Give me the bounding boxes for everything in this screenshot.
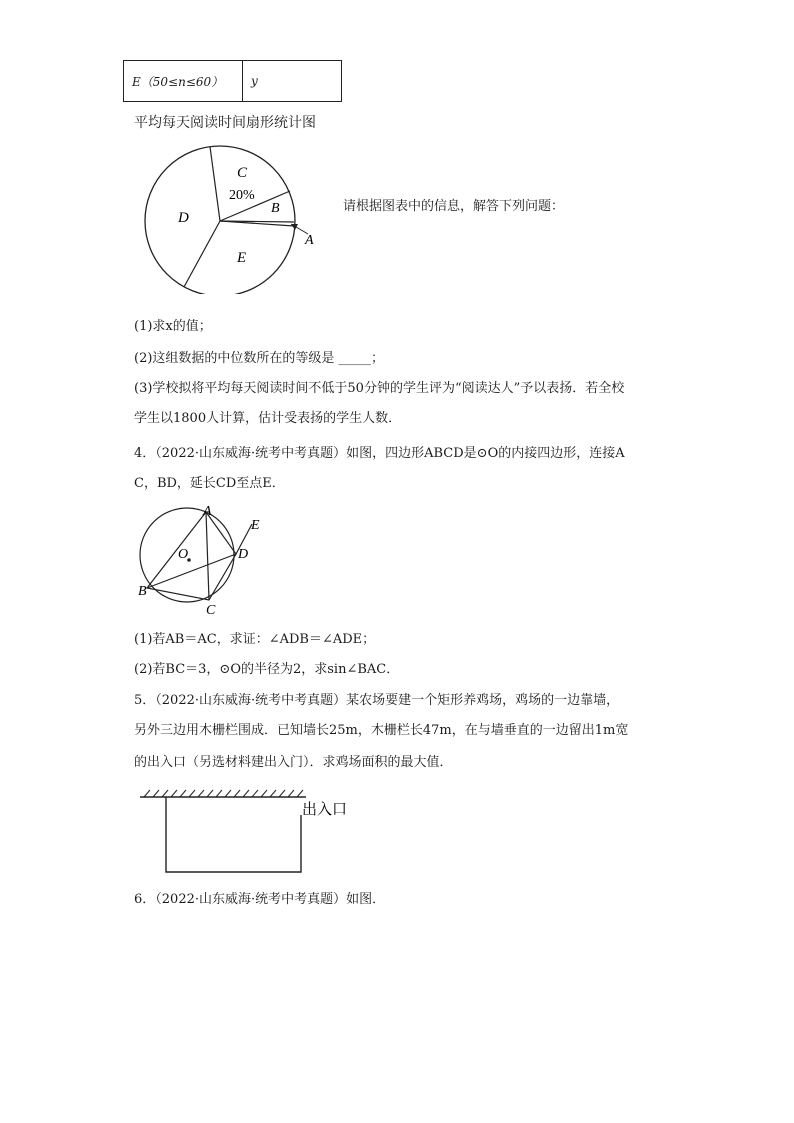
grade-table: [123, 60, 342, 102]
q3-part-3-line-1: (3)学校拟将平均每天阅读时间不低于50分钟的学生评为“阅读达人”予以表扬．若全校: [134, 381, 625, 396]
slice-divider-ed: [184, 221, 220, 287]
point-label-e: E: [251, 518, 260, 533]
label-e: E: [237, 250, 247, 266]
diagonal-ac: [206, 512, 209, 600]
q4-part-2: (2)若BC＝3，⊙O的半径为2，求sin∠BAC．: [134, 662, 400, 677]
q4-part-1: (1)若AB＝AC，求证：∠ADB＝∠ADE；: [134, 632, 376, 647]
label-c: C: [237, 165, 248, 181]
chicken-farm-figure: [134, 785, 364, 877]
q5-stem-line-3: 的出入口（另选材料建出入门）．求鸡场面积的最大值．: [134, 755, 453, 770]
label-d: D: [178, 210, 189, 226]
q5-stem-line-2: 另外三边用木栅栏围成．已知墙长25m，木栅栏长47m，在与墙垂直的一边留出1m宽: [134, 723, 629, 738]
q6-stem-line-1: 6．（2022·山东威海·统考中考真题）如图．: [134, 892, 386, 907]
entrance-label: 出入口: [302, 802, 348, 818]
q3-part-2: (2)这组数据的中位数所在的等级是 _____；: [134, 351, 385, 366]
question-prompt: 请根据图表中的信息，解答下列问题：: [343, 199, 565, 214]
label-a: A: [305, 233, 314, 248]
pie-chart-title: 平均每天阅读时间扇形统计图: [134, 115, 316, 131]
slice-divider-cd: [210, 147, 220, 221]
label-b: B: [271, 201, 280, 216]
fence-outline: [166, 797, 301, 872]
value-cell: y: [243, 61, 342, 102]
q4-stem-line-2: C，BD，延长CD至点E．: [134, 476, 285, 491]
point-label-o: O: [178, 547, 189, 562]
point-label-b: B: [138, 584, 147, 599]
q3-part-1: (1)求x的值；: [134, 319, 212, 334]
q3-part-3-line-2: 学生以1800人计算，估计受表扬的学生人数．: [134, 411, 402, 426]
wall-hatching: [144, 790, 303, 797]
table-row: [124, 61, 342, 102]
point-label-c: C: [206, 603, 216, 618]
q5-stem-line-1: 5．（2022·山东威海·统考中考真题）某农场要建一个矩形养鸡场，鸡场的一边靠墙，: [134, 693, 620, 708]
circle-quadrilateral-figure: [134, 500, 274, 620]
point-label-d: D: [238, 547, 249, 562]
grade-cell: E（50≤n≤60）: [124, 61, 243, 102]
q4-stem-line-1: 4．（2022·山东威海·统考中考真题）如图，四边形ABCD是⊙O的内接四边形，连接A: [134, 446, 625, 461]
point-label-a: A: [203, 504, 212, 519]
label-c-percent: 20%: [229, 188, 255, 203]
pie-chart-figure: [140, 144, 330, 294]
